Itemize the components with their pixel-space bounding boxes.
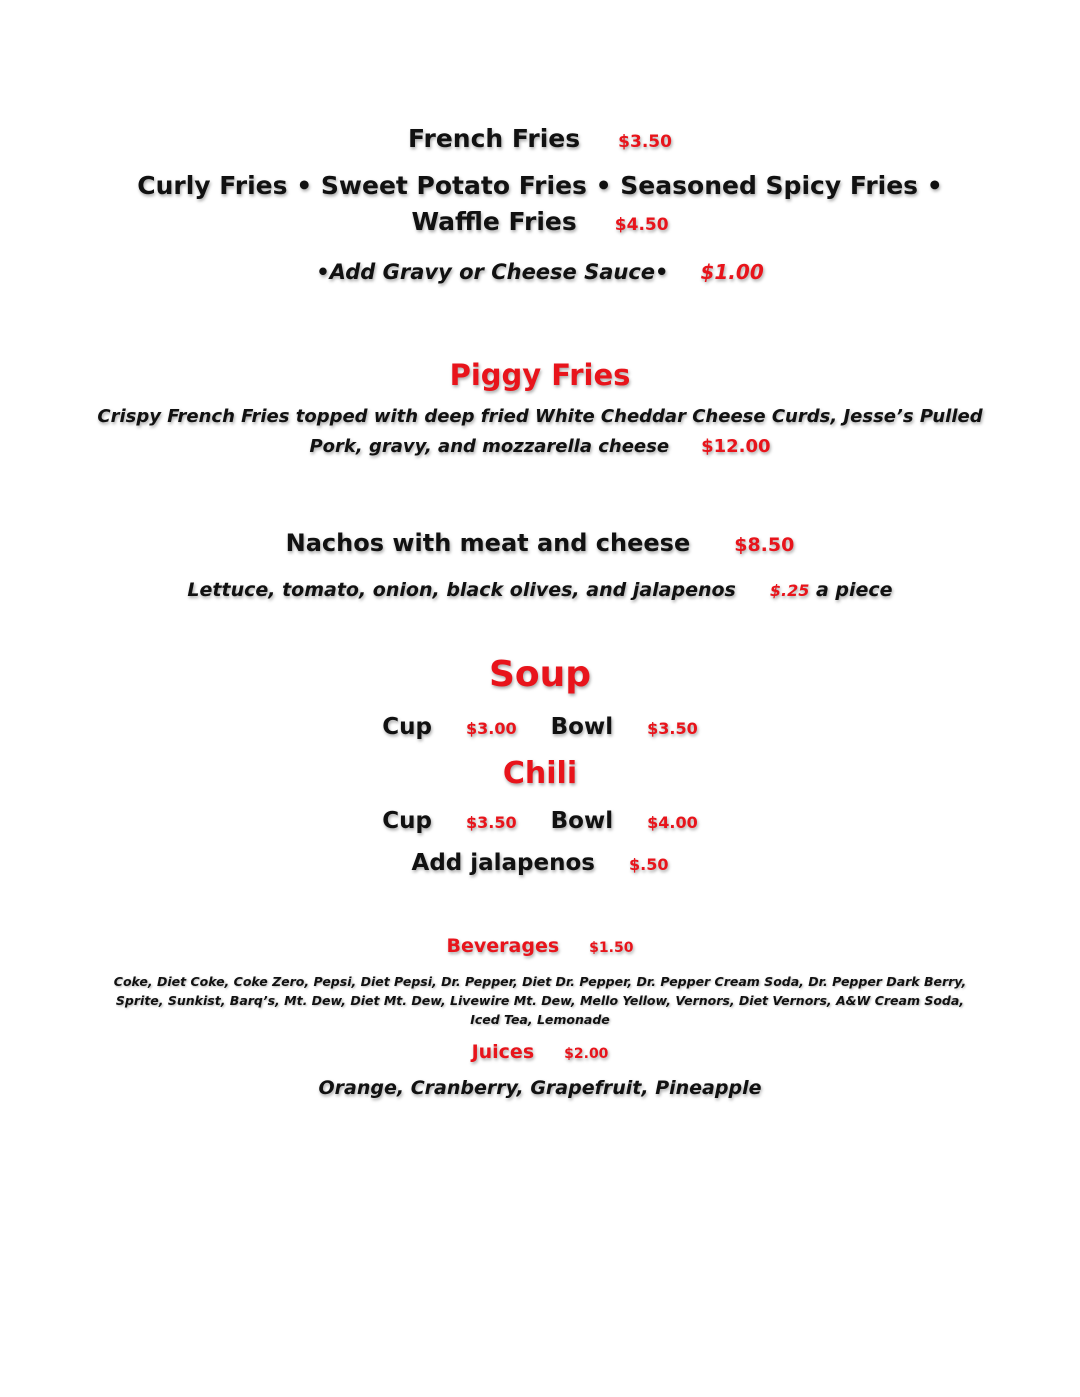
juices-price: $2.00 [564,1046,609,1062]
chili-cup-label: Cup [382,808,433,834]
chili-bowl-price: $4.00 [647,813,698,832]
soup-prices-line [0,714,1080,740]
nachos-price: $8.50 [734,534,795,556]
french-fries-name: French Fries [408,124,581,153]
beverages-list-3: Iced Tea, Lemonade [470,1012,610,1027]
specialty-fries-line-2 [0,207,1080,236]
chili-bowl-label: Bowl [550,808,614,834]
fries-addon-price: $1.00 [700,260,764,284]
french-fries-price: $3.50 [618,132,672,152]
piggy-fries-description-1: Crispy French Fries topped with deep fried White Cheddar Cheese Curds, Jesse’s Pulled [97,406,983,427]
chili-addon-price: $.50 [629,855,669,874]
piggy-fries-description-2 [0,436,1080,457]
beverages-list-2: Sprite, Sunkist, Barq’s, Mt. Dew, Diet Mt. Dew, Livewire Mt. Dew, Mello Yellow, Vernors, Diet Vernors, A&W Cream Soda, [115,993,965,1008]
waffle-fries-name: Waffle Fries [411,207,577,236]
piggy-fries-description-end: Pork, gravy, and mozzarella cheese [309,436,670,457]
beverages-title: Beverages [446,935,560,957]
juices-title: Juices [471,1041,535,1063]
specialty-fries-price: $4.50 [614,215,669,235]
soup-cup-label: Cup [382,714,433,740]
soup-bowl-price: $3.50 [647,719,698,738]
beverages-price: $1.50 [589,940,634,956]
chili-cup-price: $3.50 [466,813,517,832]
nachos-line [0,529,1080,557]
juices-list: Orange, Cranberry, Grapefruit, Pineapple [318,1077,762,1099]
piggy-fries-title: Piggy Fries [449,358,631,392]
chili-addon-text: Add jalapenos [411,850,595,876]
soup-bowl-label: Bowl [550,714,614,740]
nachos-toppings-list: Lettuce, tomato, onion, black olives, and jalapenos [187,579,736,601]
soup-title: Soup [488,654,592,695]
fries-addon-line [0,260,1080,284]
chili-prices-line [0,808,1080,834]
juices-heading [0,1041,1080,1063]
nachos-name: Nachos with meat and cheese [285,529,691,557]
fries-addon-text: •Add Gravy or Cheese Sauce• [316,260,669,284]
chili-title: Chili [502,756,578,791]
piggy-fries-price: $12.00 [701,436,771,457]
beverages-list-1: Coke, Diet Coke, Coke Zero, Pepsi, Diet Pepsi, Dr. Pepper, Diet Dr. Pepper, Dr. Pepper Cream Soda, Dr. Pepper Dark Berry, [113,974,967,989]
nachos-toppings-line [0,579,1080,601]
specialty-fries-list: Curly Fries • Sweet Potato Fries • Seasoned Spicy Fries • [137,171,943,200]
specialty-fries-line-1 [0,171,1080,200]
soup-cup-price: $3.00 [466,719,517,738]
topping-price: $.25 [769,581,810,600]
beverages-heading [0,935,1080,957]
topping-unit: a piece [815,579,893,601]
french-fries-line [0,124,1080,153]
chili-addon-line [0,850,1080,876]
